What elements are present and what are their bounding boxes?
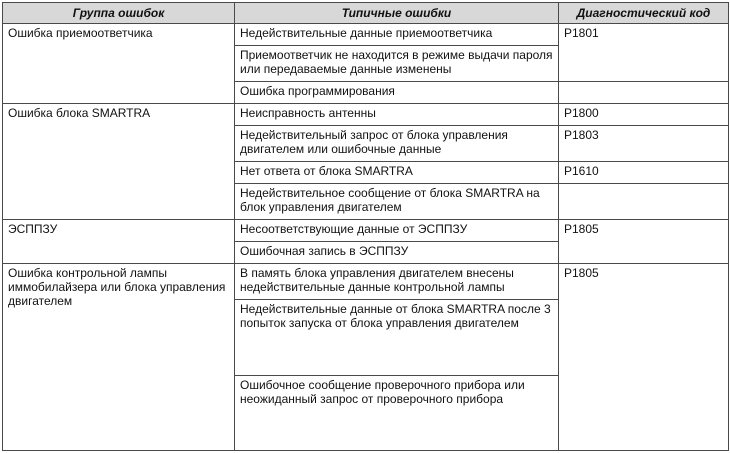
header-typical-errors: Типичные ошибки [235, 3, 559, 24]
header-diagnostic-code: Диагностический код [559, 3, 729, 24]
error-group-cell: ЭСППЗУ [3, 220, 235, 264]
diagnostic-code-cell: P1801 [559, 24, 729, 82]
error-group-cell: Ошибка приемоответчика [3, 24, 235, 104]
typical-error-cell: В память блока управления двигателем внесены недействительные данные контрольной лампы [235, 264, 559, 300]
typical-error-cell: Ошибочная запись в ЭСППЗУ [235, 242, 559, 264]
typical-error-cell: Ошибочное сообщение проверочного прибора или неожиданный запрос от проверочного прибора [235, 375, 559, 451]
table-row [3, 24, 729, 46]
typical-error-cell: Недействительный запрос от блока управления двигателем или ошибочные данные [235, 126, 559, 162]
diagnostic-code-cell [559, 184, 729, 220]
table-row [3, 104, 729, 126]
typical-error-cell: Ошибка программирования [235, 82, 559, 104]
typical-error-cell: Неисправность антенны [235, 104, 559, 126]
diagnostic-code-cell [559, 82, 729, 104]
diagnostic-code-cell: P1805 [559, 264, 729, 451]
typical-error-cell: Недействительные данные приемоответчика [235, 24, 559, 46]
header-error-group: Группа ошибок [3, 3, 235, 24]
diagnostic-code-cell: P1805 [559, 220, 729, 264]
typical-error-cell: Приемоответчик не находится в режиме выдачи пароля или передаваемые данные изменены [235, 46, 559, 82]
diagnostic-code-cell: P1800 [559, 104, 729, 126]
typical-error-cell: Несоответствующие данные от ЭСППЗУ [235, 220, 559, 242]
typical-error-cell: Нет ответа от блока SMARTRA [235, 162, 559, 184]
error-group-cell: Ошибка блока SMARTRA [3, 104, 235, 220]
diagnostic-code-cell: P1803 [559, 126, 729, 162]
table-row [3, 220, 729, 242]
table-row [3, 264, 729, 300]
table-header-row [3, 3, 729, 24]
diagnostic-code-cell: P1610 [559, 162, 729, 184]
diagnostic-codes-table [2, 2, 729, 451]
typical-error-cell: Недействительные данные от блока SMARTRA после 3 попыток запуска от блока управления двигателем [235, 300, 559, 376]
error-group-cell: Ошибка контрольной лампы иммобилайзера или блока управления двигателем [3, 264, 235, 451]
typical-error-cell: Недействительное сообщение от блока SMARTRA на блок управления двигателем [235, 184, 559, 220]
